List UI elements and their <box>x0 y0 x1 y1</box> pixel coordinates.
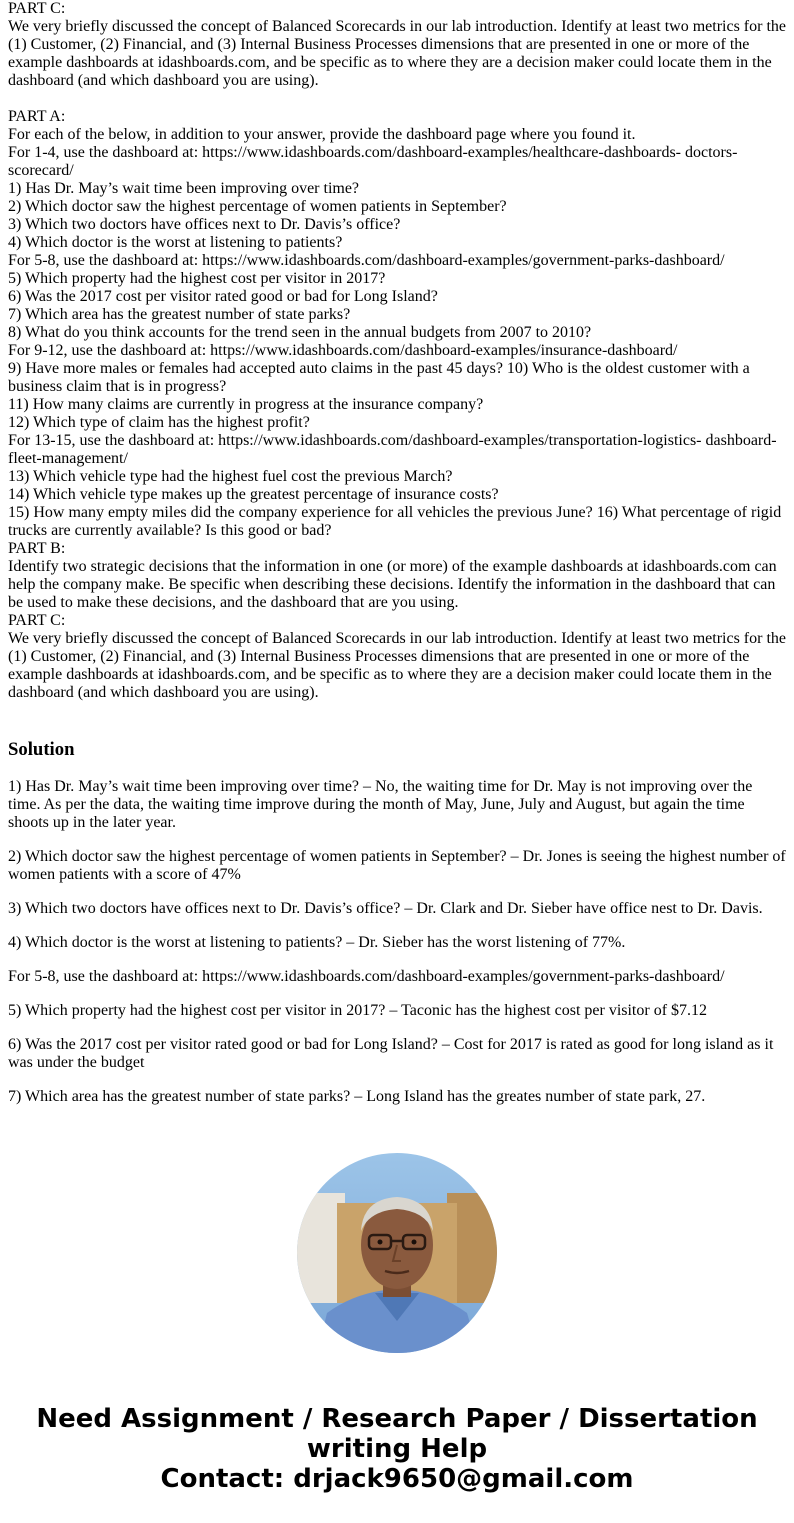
author-avatar <box>297 1153 497 1353</box>
part-a-line: trucks are currently available? Is this good or bad? <box>8 522 332 539</box>
answer-line: time. As per the data, the waiting time improve during the month of May, June, July and August, but again the time <box>8 796 745 813</box>
part-a-line: 4) Which doctor is the worst at listening to patients? <box>8 234 343 251</box>
spacer <box>8 90 788 108</box>
part-c-line: dashboard (and which dashboard you are using). <box>8 684 319 701</box>
part-c-line: We very briefly discussed the concept of Balanced Scorecards in our lab introduction. Identify at least two metrics for the <box>8 630 787 647</box>
answer-paragraph <box>8 968 788 986</box>
part-a-line: 15) How many empty miles did the company experience for all vehicles the previous June? 16) What percentage of rigid <box>8 504 782 521</box>
part-a-line: business claim that is in progress? <box>8 378 227 395</box>
part-a-line: 1) Has Dr. May’s wait time been improving over time? <box>8 180 360 197</box>
part-a-line: For 13-15, use the dashboard at: https://www.idashboards.com/dashboard-examples/transportation-logistics- dashboard- <box>8 432 777 449</box>
avatar-portrait <box>297 1153 497 1353</box>
avatar-eye-right <box>412 1240 417 1245</box>
promo-line: writing Help <box>306 1434 488 1464</box>
answer-line: was under the budget <box>8 1054 145 1071</box>
answer-line: 7) Which area has the greatest number of state parks? – Long Island has the greates number of state park, 27. <box>8 1088 706 1105</box>
part-c-top-heading: PART C: <box>8 0 66 17</box>
part-b-section <box>8 540 788 612</box>
answer-paragraph <box>8 900 788 918</box>
part-a-line: 5) Which property had the highest cost per visitor in 2017? <box>8 270 386 287</box>
answer-paragraph <box>8 848 788 884</box>
answer-line: 3) Which two doctors have offices next to Dr. Davis’s office? – Dr. Clark and Dr. Sieber have office nest to Dr. Davis. <box>8 900 763 917</box>
answer-line: 2) Which doctor saw the highest percentage of women patients in September? – Dr. Jones is seeing the highest number of <box>8 848 786 865</box>
part-a-line: For 1-4, use the dashboard at: https://www.idashboards.com/dashboard-examples/healthcare-dashboards- doctors- <box>8 144 738 161</box>
part-a-line: 12) Which type of claim has the highest profit? <box>8 414 310 431</box>
answer-paragraph <box>8 1088 788 1106</box>
part-a-line: For 5-8, use the dashboard at: https://www.idashboards.com/dashboard-examples/government-parks-dashboard/ <box>8 252 725 269</box>
part-c-top-line: dashboard (and which dashboard you are using). <box>8 72 319 89</box>
promo-line: Need Assignment / Research Paper / Dissertation <box>36 1404 758 1434</box>
part-a-line: scorecard/ <box>8 162 74 179</box>
promo-banner <box>0 1404 794 1494</box>
part-c-line: example dashboards at idashboards.com, and be specific as to where they are a decision maker could locate them in the <box>8 666 772 683</box>
part-a-line: 3) Which two doctors have offices next to Dr. Davis’s office? <box>8 216 401 233</box>
part-a-line: 9) Have more males or females had accepted auto claims in the past 45 days? 10) Who is the oldest customer with a <box>8 360 750 377</box>
part-a-heading: PART A: <box>8 108 66 125</box>
document-body <box>8 0 788 1122</box>
answer-paragraph <box>8 1036 788 1072</box>
answer-paragraph <box>8 1002 788 1020</box>
spacer <box>8 702 788 739</box>
answer-line: For 5-8, use the dashboard at: https://www.idashboards.com/dashboard-examples/government-parks-dashboard/ <box>8 968 725 985</box>
answer-line: women patients with a score of 47% <box>8 866 241 883</box>
part-a-line: 8) What do you think accounts for the trend seen in the annual budgets from 2007 to 2010? <box>8 324 592 341</box>
part-c-top-line: (1) Customer, (2) Financial, and (3) Internal Business Processes dimensions that are presented in one or more of the <box>8 36 750 53</box>
part-a-line: fleet-management/ <box>8 450 128 467</box>
answer-line: 5) Which property had the highest cost per visitor in 2017? – Taconic has the highest cost per visitor of $7.12 <box>8 1002 708 1019</box>
avatar-eye-left <box>378 1240 383 1245</box>
answer-line: 4) Which doctor is the worst at listening to patients? – Dr. Sieber has the worst listening of 77%. <box>8 934 626 951</box>
answer-paragraph <box>8 778 788 832</box>
answer-line: 1) Has Dr. May’s wait time been improving over time? – No, the waiting time for Dr. May is not improving over the <box>8 778 753 795</box>
part-a-line: 13) Which vehicle type had the highest fuel cost the previous March? <box>8 468 453 485</box>
part-c-top-line: We very briefly discussed the concept of Balanced Scorecards in our lab introduction. Identify at least two metrics for the <box>8 18 787 35</box>
answer-line: shoots up in the later year. <box>8 814 176 831</box>
part-b-line: help the company make. Be specific when describing these decisions. Identify the information in the dashboard that can <box>8 576 776 593</box>
part-b-heading: PART B: <box>8 540 66 557</box>
answer-paragraph <box>8 934 788 952</box>
part-c-top-line: example dashboards at idashboards.com, and be specific as to where they are a decision maker could locate them in the <box>8 54 772 71</box>
part-a-section <box>8 108 788 540</box>
part-b-line: be used to make these decisions, and the dashboard that are you using. <box>8 594 459 611</box>
part-a-line: 14) Which vehicle type makes up the greatest percentage of insurance costs? <box>8 486 499 503</box>
part-c-heading: PART C: <box>8 612 66 629</box>
part-a-line: For 9-12, use the dashboard at: https://www.idashboards.com/dashboard-examples/insurance-dashboard/ <box>8 342 678 359</box>
solution-heading: Solution <box>8 739 75 760</box>
part-a-line: 2) Which doctor saw the highest percentage of women patients in September? <box>8 198 507 215</box>
part-a-line: 11) How many claims are currently in progress at the insurance company? <box>8 396 484 413</box>
answer-line: 6) Was the 2017 cost per visitor rated good or bad for Long Island? – Cost for 2017 is rated as good for long island as it <box>8 1036 774 1053</box>
solution-answers <box>8 778 788 1106</box>
part-c-top-section <box>8 0 788 90</box>
part-c-section <box>8 612 788 702</box>
part-a-line: 7) Which area has the greatest number of state parks? <box>8 306 351 323</box>
part-c-line: (1) Customer, (2) Financial, and (3) Internal Business Processes dimensions that are presented in one or more of the <box>8 648 750 665</box>
part-a-line: 6) Was the 2017 cost per visitor rated good or bad for Long Island? <box>8 288 438 305</box>
promo-contact: Contact: drjack9650@gmail.com <box>160 1464 634 1494</box>
part-b-line: Identify two strategic decisions that the information in one (or more) of the example dashboards at idashboards.com can <box>8 558 777 575</box>
spacer <box>8 761 788 778</box>
part-a-line: For each of the below, in addition to your answer, provide the dashboard page where you found it. <box>8 126 636 143</box>
